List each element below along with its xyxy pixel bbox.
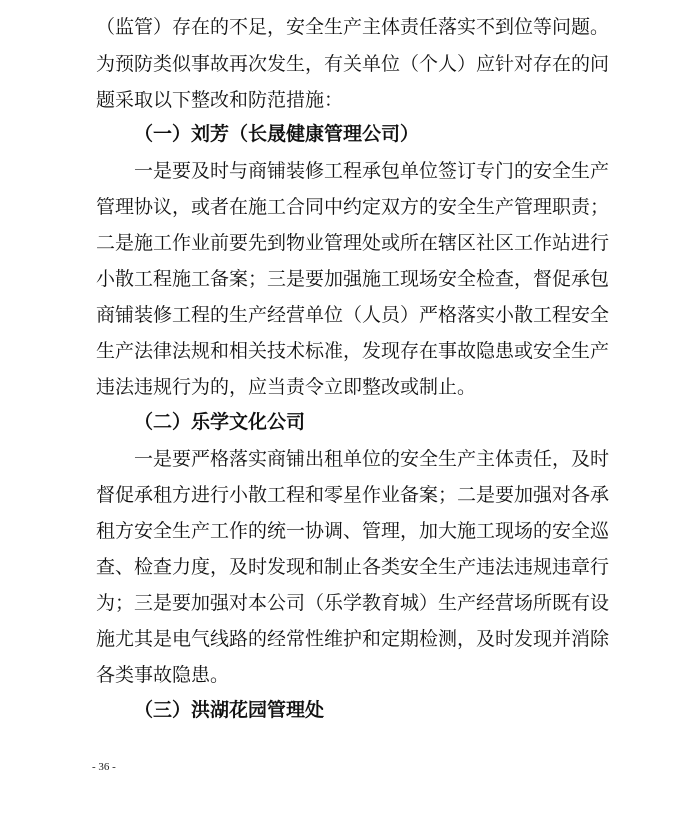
intro-line-1: （监管）存在的不足，安全生产主体责任落实不到位等问题。 <box>96 16 610 38</box>
section-2-line-4: 查、检查力度，及时发现和制止各类安全生产违法违规违章行 <box>96 556 610 578</box>
section-1-line-5: 商铺装修工程的生产经营单位（人员）严格落实小散工程安全 <box>96 304 610 326</box>
section-2-heading: （二）乐学文化公司 <box>134 411 306 433</box>
section-1-line-3: 二是施工作业前要先到物业管理处或所在辖区社区工作站进行 <box>96 232 610 254</box>
section-1-line-4: 小散工程施工备案；三是要加强施工现场安全检查，督促承包 <box>96 268 610 290</box>
section-1-heading: （一）刘芳（长晟健康管理公司） <box>134 123 420 145</box>
section-1-line-6: 生产法律法规和相关技术标准，发现存在事故隐患或安全生产 <box>96 340 610 362</box>
intro-line-2: 为预防类似事故再次发生，有关单位（个人）应针对存在的问 <box>96 53 610 75</box>
section-1-line-7: 违法违规行为的，应当责令立即整改或制止。 <box>96 376 477 398</box>
section-2-line-3: 租方安全生产工作的统一协调、管理，加大施工现场的安全巡 <box>96 520 610 542</box>
intro-line-3: 题采取以下整改和防范措施： <box>96 89 344 111</box>
section-1-line-2: 管理协议，或者在施工合同中约定双方的安全生产管理职责； <box>96 196 610 218</box>
section-2-line-6: 施尤其是电气线路的经常性维护和定期检测，及时发现并消除 <box>96 628 610 650</box>
section-2-line-7: 各类事故隐患。 <box>96 664 230 686</box>
section-2-line-5: 为；三是要加强对本公司（乐学教育城）生产经营场所既有设 <box>96 592 610 614</box>
section-3-heading: （三）洪湖花园管理处 <box>134 699 325 721</box>
section-1-line-1: 一是要及时与商铺装修工程承包单位签订专门的安全生产 <box>134 160 610 182</box>
section-2-line-1: 一是要严格落实商铺出租单位的安全生产主体责任，及时 <box>134 448 610 470</box>
page-number: - 36 - <box>92 761 116 773</box>
section-2-line-2: 督促承租方进行小散工程和零星作业备案；二是要加强对各承 <box>96 484 610 506</box>
